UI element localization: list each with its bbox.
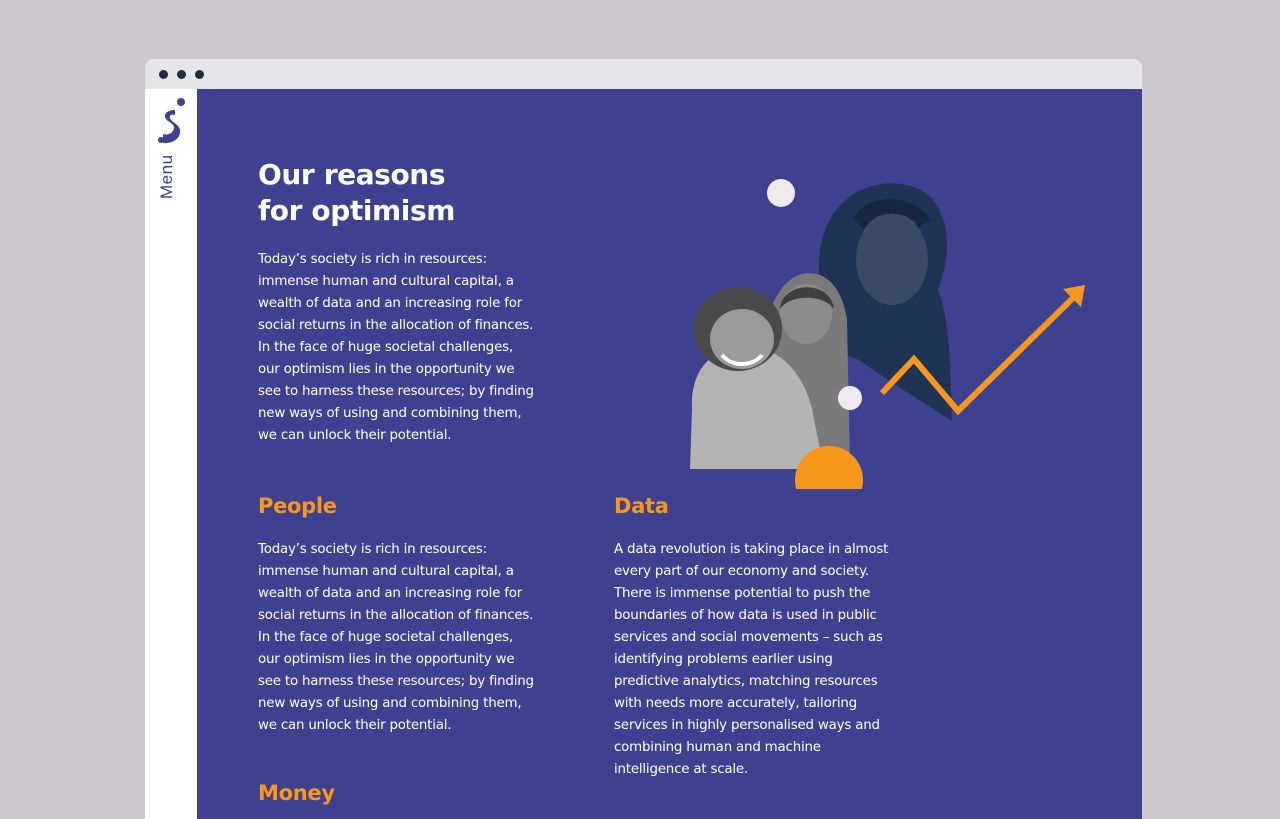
window-dot-icon[interactable] — [159, 70, 168, 79]
text-line: wealth of data and an increasing role for — [258, 586, 523, 601]
text-line: Today’s society is rich in resources: — [258, 252, 487, 267]
text-line: our optimism lies in the opportunity we — [258, 362, 515, 377]
data-paragraph — [614, 539, 924, 781]
text-line: predictive analytics, matching resources — [614, 674, 878, 689]
text-line: immense human and cultural capital, a — [258, 564, 514, 579]
page-title-line: for optimism — [258, 194, 456, 227]
hero-illustration — [652, 149, 1102, 489]
page-title — [258, 157, 578, 229]
text-line: combining human and machine — [614, 740, 821, 755]
text-line: services in highly personalised ways and — [614, 718, 880, 733]
menu-button[interactable]: Menu — [157, 154, 176, 199]
text-line: services and social movements – such as — [614, 630, 883, 645]
text-line: with needs more accurately, tailoring — [614, 696, 857, 711]
text-line: we can unlock their potential. — [258, 718, 452, 733]
section-heading-data: Data — [614, 494, 669, 518]
text-line: new ways of using and combining them, — [258, 406, 522, 421]
decor-dot-icon — [767, 179, 795, 207]
people-paragraph — [258, 539, 568, 737]
text-line: A data revolution is taking place in almost — [614, 542, 889, 557]
window-dot-icon[interactable] — [195, 70, 204, 79]
decor-dot-icon — [838, 386, 862, 410]
text-line: In the face of huge societal challenges, — [258, 630, 513, 645]
text-line: social returns in the allocation of finances. — [258, 608, 534, 623]
text-line: identifying problems earlier using — [614, 652, 833, 667]
text-line: our optimism lies in the opportunity we — [258, 652, 515, 667]
section-heading-people: People — [258, 494, 337, 518]
text-line: Today’s society is rich in resources: — [258, 542, 487, 557]
browser-window — [145, 59, 1142, 819]
text-line: we can unlock their potential. — [258, 428, 452, 443]
text-line: new ways of using and combining them, — [258, 696, 522, 711]
section-heading-money: Money — [258, 781, 335, 805]
text-line: every part of our economy and society. — [614, 564, 869, 579]
window-dot-icon[interactable] — [177, 70, 186, 79]
intro-paragraph — [258, 249, 568, 447]
text-line: immense human and cultural capital, a — [258, 274, 514, 289]
text-line: There is immense potential to push the — [614, 586, 871, 601]
text-line: wealth of data and an increasing role for — [258, 296, 523, 311]
main-content — [197, 89, 1142, 819]
text-line: boundaries of how data is used in public — [614, 608, 877, 623]
sidebar — [145, 89, 197, 819]
text-line: intelligence at scale. — [614, 762, 749, 777]
text-line: see to harness these resources; by finding — [258, 384, 534, 399]
text-line: see to harness these resources; by finding — [258, 674, 534, 689]
brand-s-logo-icon[interactable] — [153, 97, 189, 145]
text-line: social returns in the allocation of finances. — [258, 318, 534, 333]
text-line: In the face of huge societal challenges, — [258, 340, 513, 355]
page-title-line: Our reasons — [258, 158, 446, 191]
browser-titlebar — [145, 59, 1142, 89]
